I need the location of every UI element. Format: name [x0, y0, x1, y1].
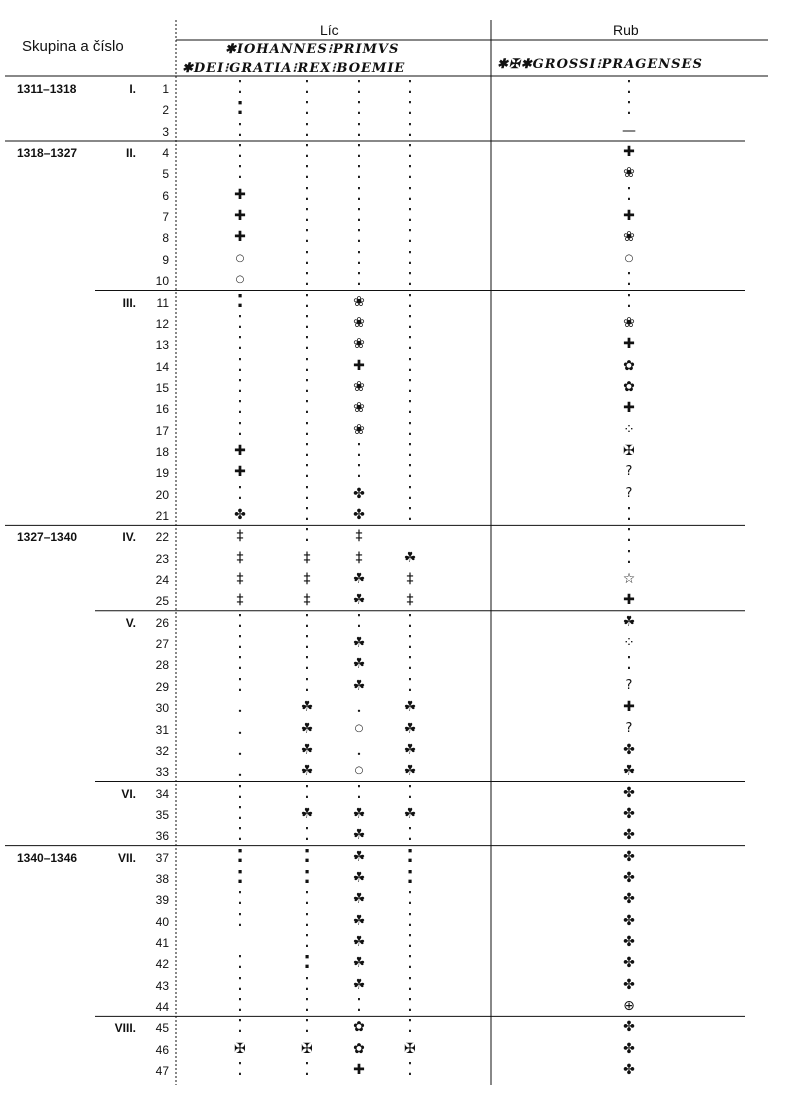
legend-mark-colon-icon: ⁚	[407, 909, 413, 931]
legend-mark-dots2-icon: ⁚	[236, 290, 244, 312]
legend-mark-colon-icon: ⁚	[237, 333, 243, 355]
legend-mark-colon-icon: ⁚	[237, 909, 243, 931]
legend-mark-colon-icon: ⁚	[407, 461, 413, 483]
legend-mark-quatrefoil-icon: ✤	[623, 1019, 635, 1036]
legend-mark-rosette-icon: ❀	[623, 229, 635, 246]
legend-mark-colon-icon: ⁚	[407, 247, 413, 269]
legend-mark-dots2-icon: ⁚	[236, 845, 244, 867]
group-label: III.	[122, 295, 136, 310]
legend-mark-colon-icon: ⁚	[407, 504, 413, 525]
legend-mark-colon-icon: ⁚	[304, 909, 310, 931]
legend-mark-dagger2-icon: ‡	[355, 549, 363, 566]
legend-mark-trefoil-icon: ☘	[403, 741, 417, 758]
legend-mark-colon-icon: ⁚	[237, 1059, 243, 1081]
row-number: 47	[155, 1064, 169, 1079]
legend-mark-dots2-icon: ⁚	[406, 845, 414, 867]
legend-mark-ringcluster-icon: ⁘	[623, 421, 635, 438]
legend-mark-trefoil-icon: ☘	[352, 571, 366, 588]
obverse-header: Líc	[320, 22, 339, 38]
legend-mark-colon-icon: ⁚	[407, 98, 413, 120]
group-label: I.	[129, 82, 136, 96]
legend-mark-colon-icon: ⁚	[304, 504, 310, 525]
legend-mark-colon-icon: ⁚	[237, 397, 243, 419]
legend-mark-trefoil-icon: ☘	[300, 763, 314, 780]
legend-mark-ring-icon: ○	[354, 765, 364, 777]
legend-mark-dagger2-icon: ‡	[236, 592, 244, 609]
row-number: 5	[162, 167, 169, 182]
row-number: 26	[155, 615, 169, 630]
legend-mark-colon-icon: ⁚	[626, 77, 632, 98]
row-number: 13	[155, 338, 169, 353]
legend-mark-cross-icon: ✚	[623, 208, 635, 225]
legend-mark-colon-icon: ⁚	[304, 162, 310, 184]
legend-mark-colon-icon: ⁚	[407, 1059, 413, 1081]
legend-mark-dot-icon: •	[237, 707, 243, 717]
legend-mark-colon-icon: ⁚	[407, 77, 413, 98]
legend-mark-colon-icon: ⁚	[407, 482, 413, 504]
legend-mark-crosslet-icon: ✠	[301, 1040, 313, 1057]
period-label: 1311–1318	[17, 82, 77, 96]
legend-mark-rosette-icon: ❀	[623, 165, 635, 182]
legend-mark-dot-icon: •	[356, 749, 362, 759]
legend-mark-colon-icon: ⁚	[304, 525, 310, 547]
legend-mark-trefoil-icon: ☘	[403, 763, 417, 780]
legend-mark-colon-icon: ⁚	[237, 1016, 243, 1038]
legend-mark-colon-icon: ⁚	[237, 632, 243, 654]
legend-mark-colon-icon: ⁚	[304, 247, 310, 269]
legend-mark-dot-icon: •	[356, 707, 362, 717]
legend-mark-colon-icon: ⁚	[407, 653, 413, 675]
legend-mark-colon-icon: ⁚	[356, 162, 362, 184]
row-number: 33	[155, 765, 169, 780]
legend-mark-colon-icon: ⁚	[237, 952, 243, 974]
legend-mark-trefoil-icon: ☘	[352, 848, 366, 865]
legend-mark-colon-icon: ⁚	[407, 375, 413, 397]
legend-mark-trefoil-icon: ☘	[300, 699, 314, 716]
legend-mark-rosette-icon: ❀	[623, 314, 635, 331]
legend-mark-colon-icon: ⁚	[407, 119, 413, 141]
legend-mark-cross-icon: ✚	[234, 229, 246, 246]
legend-mark-ring-icon: ○	[235, 274, 245, 286]
row-number: 28	[155, 658, 169, 673]
legend-mark-flower-icon: ✿	[623, 357, 635, 374]
legend-mark-trefoil-icon: ☘	[622, 613, 636, 630]
row-number: 20	[155, 487, 169, 502]
legend-mark-colon-icon: ⁚	[407, 141, 413, 163]
row-number: 29	[155, 679, 169, 694]
legend-mark-quatrefoil-icon: ✤	[623, 827, 635, 844]
legend-mark-colon-icon: ⁚	[407, 632, 413, 654]
legend-mark-colon-icon: ⁚	[237, 610, 243, 632]
legend-mark-dagger2-icon: ‡	[236, 571, 244, 588]
row-number: 11	[156, 295, 169, 310]
row-number: 36	[155, 829, 169, 844]
legend-mark-colon-icon: ⁚	[304, 119, 310, 141]
group-label: II.	[125, 146, 136, 161]
legend-mark-star-icon: ☆	[622, 571, 636, 588]
row-number: 8	[162, 231, 169, 246]
legend-mark-dot-icon: •	[237, 771, 243, 781]
legend-mark-colon-icon: ⁚	[304, 311, 310, 333]
legend-mark-colon-icon: ⁚	[356, 183, 362, 205]
legend-mark-colon-icon: ⁚	[626, 183, 632, 205]
legend-mark-colon-icon: ⁚	[304, 824, 310, 846]
legend-mark-colon-icon: ⁚	[407, 205, 413, 227]
legend-mark-colon-icon: ⁚	[356, 247, 362, 269]
legend-mark-crosslet-icon: ✠	[234, 1040, 246, 1057]
legend-mark-colon-icon: ⁚	[237, 781, 243, 803]
row-number: 46	[155, 1042, 169, 1057]
row-number: 35	[155, 807, 169, 822]
legend-mark-crosslet-icon: ✠	[404, 1040, 416, 1057]
row-number: 22	[155, 530, 169, 545]
legend-mark-colon-icon: ⁚	[304, 1059, 310, 1081]
legend-mark-colon-icon: ⁚	[237, 311, 243, 333]
row-number: 19	[155, 466, 169, 481]
legend-mark-colon-icon: ⁚	[237, 995, 243, 1017]
legend-mark-colon-icon: ⁚	[304, 995, 310, 1017]
legend-mark-cross-icon: ✚	[353, 357, 365, 374]
legend-mark-quatrefoil-icon: ✤	[623, 912, 635, 929]
row-number: 24	[155, 573, 169, 588]
legend-mark-colon-icon: ⁚	[237, 653, 243, 675]
legend-mark-colon-icon: ⁚	[407, 226, 413, 248]
legend-mark-colon-icon: ⁚	[304, 1016, 310, 1038]
obverse-legend-line-1: ✱IOHANNES⁝PRIMVS	[225, 42, 400, 57]
legend-mark-trefoil-icon: ☘	[300, 805, 314, 822]
legend-mark-colon-icon: ⁚	[356, 141, 362, 163]
legend-mark-colon-icon: ⁚	[304, 653, 310, 675]
row-number: 15	[155, 380, 169, 395]
legend-mark-cross-icon: ✚	[623, 592, 635, 609]
legend-mark-dagger2-icon: ‡	[303, 549, 311, 566]
legend-mark-trefoil-icon: ☘	[300, 720, 314, 737]
legend-mark-question-icon: ?	[625, 464, 633, 480]
legend-mark-dot-icon: •	[237, 749, 243, 759]
legend-mark-trefoil-icon: ☘	[352, 635, 366, 652]
legend-mark-rosette-icon: ❀	[353, 378, 365, 395]
legend-mark-colon-icon: ⁚	[237, 77, 243, 98]
legend-mark-colon-icon: ⁚	[407, 333, 413, 355]
legend-mark-quatrefoil-icon: ✤	[623, 891, 635, 908]
legend-mark-colon-icon: ⁚	[356, 995, 362, 1017]
legend-mark-colon-icon: ⁚	[304, 290, 310, 312]
row-number: 23	[155, 551, 169, 566]
legend-mark-colon-icon: ⁚	[304, 632, 310, 654]
legend-mark-colon-icon: ⁚	[237, 973, 243, 995]
reverse-header: Rub	[613, 22, 639, 38]
legend-mark-trefoil-icon: ☘	[352, 805, 366, 822]
row-number: 41	[155, 936, 169, 950]
legend-mark-colon-icon: ⁚	[407, 674, 413, 696]
legend-mark-quatrefoil-icon: ✤	[623, 955, 635, 972]
legend-mark-colon-icon: ⁚	[407, 995, 413, 1017]
legend-mark-quatrefoil-icon: ✤	[234, 507, 246, 523]
legend-mark-colon-icon: ⁚	[407, 162, 413, 184]
group-label: V.	[125, 615, 136, 630]
legend-mark-colon-icon: ⁚	[356, 610, 362, 632]
legend-mark-colon-icon: ⁚	[356, 205, 362, 227]
legend-mark-colon-icon: ⁚	[356, 439, 362, 461]
legend-mark-ring-icon: ○	[235, 252, 245, 264]
legend-mark-dots2-icon: ⁚	[303, 866, 311, 888]
legend-mark-question-icon: ?	[625, 720, 633, 736]
legend-mark-cross-icon: ✚	[234, 442, 246, 459]
legend-mark-colon-icon: ⁚	[356, 781, 362, 803]
legend-mark-colon-icon: ⁚	[356, 98, 362, 120]
legend-mark-cross-icon: ✚	[234, 464, 246, 481]
row-number: 42	[155, 957, 169, 972]
legend-mark-colon-icon: ⁚	[237, 482, 243, 504]
row-number: 17	[155, 423, 169, 438]
legend-mark-colon-icon: ⁚	[407, 931, 413, 952]
legend-mark-trefoil-icon: ☘	[352, 827, 366, 844]
legend-mark-colon-icon: ⁚	[626, 290, 632, 312]
legend-mark-colon-icon: ⁚	[356, 269, 362, 291]
legend-mark-trefoil-icon: ☘	[403, 549, 417, 566]
legend-mark-colon-icon: ⁚	[237, 418, 243, 440]
legend-mark-colon-icon: ⁚	[304, 226, 310, 248]
row-number: 4	[162, 146, 169, 161]
legend-mark-colon-icon: ⁚	[304, 461, 310, 483]
legend-mark-colon-icon: ⁚	[237, 141, 243, 163]
legend-mark-colon-icon: ⁚	[407, 439, 413, 461]
row-number: 6	[162, 188, 169, 203]
legend-mark-colon-icon: ⁚	[407, 311, 413, 333]
legend-mark-colon-icon: ⁚	[407, 952, 413, 974]
period-label: 1327–1340	[17, 530, 78, 545]
legend-mark-colon-icon: ⁚	[304, 397, 310, 419]
legend-mark-dagger2-icon: ‡	[303, 592, 311, 609]
legend-mark-colon-icon: ⁚	[407, 824, 413, 846]
legend-mark-colon-icon: ⁚	[304, 931, 310, 952]
legend-mark-rosette-icon: ❀	[353, 336, 365, 353]
legend-mark-quatrefoil-icon: ✤	[623, 741, 635, 758]
legend-mark-colon-icon: ⁚	[304, 973, 310, 995]
legend-mark-rosette-icon: ❀	[353, 314, 365, 331]
legend-mark-colon-icon: ⁚	[356, 226, 362, 248]
legend-mark-colon-icon: ⁚	[237, 674, 243, 696]
row-number: 43	[155, 978, 169, 993]
legend-mark-colon-icon: ⁚	[304, 269, 310, 291]
row-label-header: Skupina a číslo	[22, 38, 124, 55]
legend-mark-colon-icon: ⁚	[407, 418, 413, 440]
legend-mark-crossedcircle-icon: ⊕	[623, 998, 635, 1015]
legend-mark-colon-icon: ⁚	[237, 162, 243, 184]
legend-mark-colon-icon: ⁚	[407, 781, 413, 803]
legend-mark-colon-icon: ⁚	[304, 482, 310, 504]
legend-mark-dagger2-icon: ‡	[236, 549, 244, 566]
row-number: 10	[155, 274, 169, 289]
row-number: 2	[162, 103, 169, 118]
legend-mark-cross-icon: ✚	[353, 1062, 365, 1079]
legend-mark-ringcluster-icon: ⁘	[623, 635, 635, 652]
legend-mark-quatrefoil-icon: ✤	[623, 1062, 635, 1079]
legend-mark-dagger2-icon: ‡	[406, 592, 414, 609]
legend-mark-dots2-icon: ⁚	[303, 845, 311, 867]
legend-mark-cross-icon: ✚	[623, 144, 635, 161]
legend-mark-colon-icon: ⁚	[304, 141, 310, 163]
row-number: 21	[155, 509, 169, 523]
row-number: 31	[155, 722, 169, 737]
row-number: 12	[155, 316, 169, 331]
row-number: 9	[162, 252, 169, 267]
legend-mark-colon-icon: ⁚	[237, 119, 243, 141]
legend-mark-cross-icon: ✚	[623, 699, 635, 716]
group-label: IV.	[122, 530, 136, 545]
row-number: 40	[155, 914, 169, 929]
row-number: 18	[155, 444, 169, 459]
legend-mark-rosette-icon: ❀	[353, 400, 365, 417]
legend-mark-colon-icon: ⁚	[237, 824, 243, 846]
legend-mark-trefoil-icon: ☘	[352, 592, 366, 609]
legend-mark-colon-icon: ⁚	[626, 525, 632, 547]
row-number: 14	[155, 359, 169, 374]
legend-mark-flower-icon: ✿	[353, 1040, 365, 1057]
period-label: 1318–1327	[17, 146, 78, 161]
row-number: 27	[155, 637, 169, 652]
row-number: 25	[155, 594, 169, 609]
group-label: VIII.	[114, 1021, 136, 1036]
legend-mark-colon-icon: ⁚	[304, 888, 310, 910]
obverse-legend-line-2: ✱DEI⁝GRATIA⁝REX⁝BOEMIE	[182, 61, 406, 76]
legend-mark-colon-icon: ⁚	[356, 77, 362, 98]
legend-mark-trefoil-icon: ☘	[352, 955, 366, 972]
legend-mark-quatrefoil-icon: ✤	[623, 976, 635, 993]
legend-mark-cross-icon: ✚	[623, 336, 635, 353]
legend-mark-dots2-icon: ⁚	[406, 866, 414, 888]
legend-mark-question-icon: ?	[625, 485, 633, 501]
legend-mark-dagger2-icon: ‡	[406, 571, 414, 588]
legend-mark-trefoil-icon: ☘	[300, 741, 314, 758]
legend-mark-quatrefoil-icon: ✤	[623, 848, 635, 865]
legend-mark-ring-icon: ○	[354, 722, 364, 734]
legend-mark-dot-icon: •	[237, 728, 243, 738]
legend-mark-colon-icon: ⁚	[407, 888, 413, 910]
legend-mark-colon-icon: ⁚	[626, 546, 632, 568]
legend-mark-trefoil-icon: ☘	[352, 656, 366, 673]
legend-mark-colon-icon: ⁚	[304, 375, 310, 397]
row-number: 16	[155, 402, 169, 417]
legend-mark-colon-icon: ⁚	[626, 98, 632, 120]
legend-mark-colon-icon: ⁚	[407, 973, 413, 995]
legend-mark-quatrefoil-icon: ✤	[623, 934, 635, 950]
legend-mark-trefoil-icon: ☘	[352, 912, 366, 929]
legend-mark-rosette-icon: ❀	[353, 421, 365, 438]
row-number: 37	[155, 850, 169, 865]
legend-mark-trefoil-icon: ☘	[352, 934, 366, 950]
legend-mark-dots2-icon: ⁚	[303, 952, 311, 974]
row-number: 44	[155, 1000, 169, 1015]
legend-mark-colon-icon: ⁚	[237, 354, 243, 376]
legend-mark-trefoil-icon: ☘	[352, 677, 366, 694]
legend-mark-quatrefoil-icon: ✤	[623, 784, 635, 801]
legend-mark-colon-icon: ⁚	[304, 354, 310, 376]
legend-mark-crosslet-icon: ✠	[623, 442, 635, 459]
period-label: 1340–1346	[17, 850, 78, 865]
legend-mark-colon-icon: ⁚	[626, 504, 632, 525]
legend-mark-dagger2-icon: ‡	[236, 528, 244, 545]
legend-mark-trefoil-icon: ☘	[403, 699, 417, 716]
legend-mark-dots2-icon: ⁚	[236, 98, 244, 120]
legend-mark-colon-icon: ⁚	[304, 610, 310, 632]
group-label: VII.	[117, 850, 136, 865]
legend-mark-trefoil-icon: ☘	[622, 763, 636, 780]
legend-mark-colon-icon: ⁚	[304, 183, 310, 205]
legend-mark-colon-icon: ⁚	[304, 333, 310, 355]
legend-mark-colon-icon: ⁚	[626, 653, 632, 675]
legend-mark-colon-icon: ⁚	[304, 674, 310, 696]
row-number: 38	[155, 871, 169, 886]
legend-mark-dash-icon: —	[622, 122, 636, 139]
legend-mark-cross-icon: ✚	[234, 186, 246, 203]
legend-mark-dots2-icon: ⁚	[236, 866, 244, 888]
legend-mark-colon-icon: ⁚	[304, 77, 310, 98]
legend-mark-quatrefoil-icon: ✤	[353, 485, 365, 502]
legend-mark-colon-icon: ⁚	[407, 183, 413, 205]
legend-mark-trefoil-icon: ☘	[352, 976, 366, 993]
legend-mark-quatrefoil-icon: ✤	[623, 869, 635, 886]
legend-mark-colon-icon: ⁚	[237, 802, 243, 824]
legend-mark-colon-icon: ⁚	[407, 290, 413, 312]
legend-mark-colon-icon: ⁚	[407, 397, 413, 419]
legend-mark-flower-icon: ✿	[623, 378, 635, 395]
table-grid-lines	[5, 20, 768, 1085]
legend-mark-cross-icon: ✚	[234, 208, 246, 225]
legend-mark-ring-icon: ○	[624, 252, 634, 264]
legend-mark-cross-icon: ✚	[623, 400, 635, 417]
legend-mark-dagger2-icon: ‡	[303, 571, 311, 588]
row-number: 34	[155, 786, 169, 801]
legend-mark-rosette-icon: ❀	[353, 293, 365, 310]
legend-mark-colon-icon: ⁚	[237, 375, 243, 397]
legend-mark-colon-icon: ⁚	[626, 269, 632, 291]
legend-mark-colon-icon: ⁚	[304, 781, 310, 803]
group-label: VI.	[121, 786, 136, 801]
row-number: 1	[162, 82, 169, 96]
row-number: 30	[155, 701, 169, 716]
row-number: 45	[155, 1021, 169, 1036]
row-number: 32	[155, 743, 169, 758]
legend-mark-colon-icon: ⁚	[304, 439, 310, 461]
legend-mark-colon-icon: ⁚	[304, 98, 310, 120]
legend-mark-colon-icon: ⁚	[356, 461, 362, 483]
legend-mark-trefoil-icon: ☘	[352, 869, 366, 886]
legend-mark-colon-icon: ⁚	[304, 205, 310, 227]
row-number: 39	[155, 893, 169, 908]
legend-mark-trefoil-icon: ☘	[403, 720, 417, 737]
legend-mark-quatrefoil-icon: ✤	[623, 805, 635, 822]
legend-mark-colon-icon: ⁚	[237, 888, 243, 910]
legend-mark-colon-icon: ⁚	[356, 119, 362, 141]
legend-mark-quatrefoil-icon: ✤	[353, 507, 365, 523]
legend-mark-colon-icon: ⁚	[304, 418, 310, 440]
legend-mark-colon-icon: ⁚	[407, 610, 413, 632]
legend-mark-colon-icon: ⁚	[407, 354, 413, 376]
legend-mark-flower-icon: ✿	[353, 1019, 365, 1036]
legend-mark-colon-icon: ⁚	[407, 1016, 413, 1038]
legend-mark-trefoil-icon: ☘	[403, 805, 417, 822]
legend-mark-quatrefoil-icon: ✤	[623, 1040, 635, 1057]
legend-mark-colon-icon: ⁚	[407, 269, 413, 291]
row-number: 7	[162, 210, 169, 225]
reverse-legend: ✱✠✱GROSSI⁝PRAGENSES	[497, 57, 703, 72]
legend-mark-trefoil-icon: ☘	[352, 891, 366, 908]
row-number: 3	[162, 124, 169, 139]
legend-mark-dagger2-icon: ‡	[355, 528, 363, 545]
legend-mark-question-icon: ?	[625, 677, 633, 693]
